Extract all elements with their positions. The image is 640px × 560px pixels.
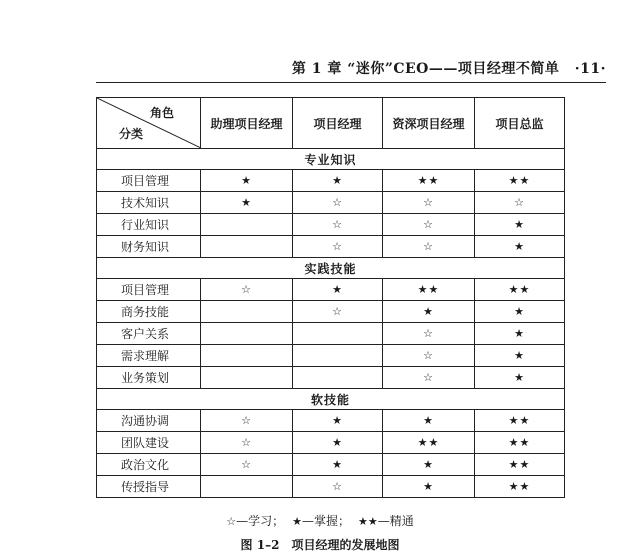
rating-cell: ★★ (475, 476, 565, 498)
rating-cell: ☆ (293, 192, 383, 214)
row-label: 客户关系 (97, 323, 201, 345)
chapter-number: 第 1 章 (291, 61, 342, 77)
rating-cell: ☆ (293, 236, 383, 258)
table-row (97, 432, 565, 454)
rating-cell (293, 323, 383, 345)
rating-cell: ☆ (201, 432, 293, 454)
row-label: 技术知识 (97, 192, 201, 214)
rating-cell: ★ (475, 301, 565, 323)
expert-symbol: ★★ (358, 515, 378, 528)
table-row (97, 192, 565, 214)
column-header: 资深项目经理 (383, 98, 475, 149)
rating-cell: ☆ (201, 454, 293, 476)
rating-cell: ★★ (383, 170, 475, 192)
expert-text: —精通 (377, 514, 414, 528)
table-header-row (97, 98, 565, 149)
rating-cell: ★ (201, 192, 293, 214)
rating-cell: ★ (383, 476, 475, 498)
rating-cell: ☆ (383, 367, 475, 389)
rating-cell: ☆ (383, 214, 475, 236)
column-header: 助理项目经理 (201, 98, 293, 149)
master-text: —掌握； (302, 514, 351, 528)
rating-cell: ★★ (383, 432, 475, 454)
row-label: 业务策划 (97, 367, 201, 389)
rating-cell (201, 214, 293, 236)
rating-cell: ★ (293, 454, 383, 476)
table-row (97, 214, 565, 236)
table-row (97, 323, 565, 345)
figure-title: 项目经理的发展地图 (291, 538, 400, 552)
figure-number: 图 1–2 (240, 538, 280, 552)
rating-cell: ☆ (293, 476, 383, 498)
rating-cell: ☆ (293, 214, 383, 236)
rating-cell: ★★ (475, 410, 565, 432)
rating-cell: ★★ (475, 454, 565, 476)
table-row (97, 301, 565, 323)
rating-cell: ★ (201, 170, 293, 192)
rating-cell: ☆ (201, 410, 293, 432)
table-row (97, 476, 565, 498)
rating-cell: ★ (475, 323, 565, 345)
table-row (97, 279, 565, 301)
rating-cell (201, 345, 293, 367)
rating-cell: ☆ (383, 345, 475, 367)
corner-header-cell (97, 98, 201, 149)
rating-cell: ☆ (475, 192, 565, 214)
learn-symbol: ☆ (226, 515, 237, 528)
row-label: 团队建设 (97, 432, 201, 454)
rating-cell (201, 476, 293, 498)
row-label: 项目管理 (97, 279, 201, 301)
rating-cell (201, 301, 293, 323)
section-title: 实践技能 (97, 258, 565, 279)
section-header-row (97, 149, 565, 170)
learn-text: —学习； (236, 514, 285, 528)
section-header-row (97, 258, 565, 279)
rating-cell: ★ (293, 432, 383, 454)
rating-cell: ★ (383, 301, 475, 323)
running-header (96, 58, 606, 83)
chapter-title: “迷你”CEO——项目经理不简单 (347, 61, 560, 77)
section-title: 软技能 (97, 389, 565, 410)
rating-cell: ★ (383, 410, 475, 432)
rating-cell (293, 367, 383, 389)
rating-cell: ★ (293, 170, 383, 192)
column-header: 项目经理 (293, 98, 383, 149)
rating-cell: ★ (293, 410, 383, 432)
table-row (97, 454, 565, 476)
rating-cell: ★★ (475, 432, 565, 454)
row-label: 需求理解 (97, 345, 201, 367)
row-label: 政治文化 (97, 454, 201, 476)
rating-cell: ★★ (475, 279, 565, 301)
rating-cell (201, 367, 293, 389)
table-row (97, 345, 565, 367)
rating-cell: ★ (475, 214, 565, 236)
row-label: 行业知识 (97, 214, 201, 236)
master-symbol: ★ (292, 515, 302, 528)
rating-cell: ☆ (293, 301, 383, 323)
section-title: 专业知识 (97, 149, 565, 170)
table-row (97, 170, 565, 192)
corner-role-label: 角色 (149, 106, 174, 120)
corner-category-label: 分类 (119, 127, 144, 141)
row-label: 财务知识 (97, 236, 201, 258)
row-label: 沟通协调 (97, 410, 201, 432)
development-map-table (96, 97, 565, 498)
column-header: 项目总监 (475, 98, 565, 149)
legend (0, 512, 640, 529)
rating-cell (293, 345, 383, 367)
figure-caption (0, 536, 640, 553)
rating-cell: ☆ (201, 279, 293, 301)
table-row (97, 410, 565, 432)
rating-cell: ☆ (383, 236, 475, 258)
rating-cell: ★ (475, 345, 565, 367)
rating-cell: ★★ (475, 170, 565, 192)
rating-cell: ★ (475, 236, 565, 258)
row-label: 传授指导 (97, 476, 201, 498)
rating-cell: ★ (383, 454, 475, 476)
rating-cell (201, 323, 293, 345)
rating-cell: ★ (293, 279, 383, 301)
section-header-row (97, 389, 565, 410)
row-label: 商务技能 (97, 301, 201, 323)
page-number: ·11· (574, 61, 606, 77)
rating-cell: ☆ (383, 323, 475, 345)
table-row (97, 367, 565, 389)
rating-cell: ☆ (383, 192, 475, 214)
rating-cell: ★ (475, 367, 565, 389)
row-label: 项目管理 (97, 170, 201, 192)
table-row (97, 236, 565, 258)
rating-cell (201, 236, 293, 258)
rating-cell: ★★ (383, 279, 475, 301)
